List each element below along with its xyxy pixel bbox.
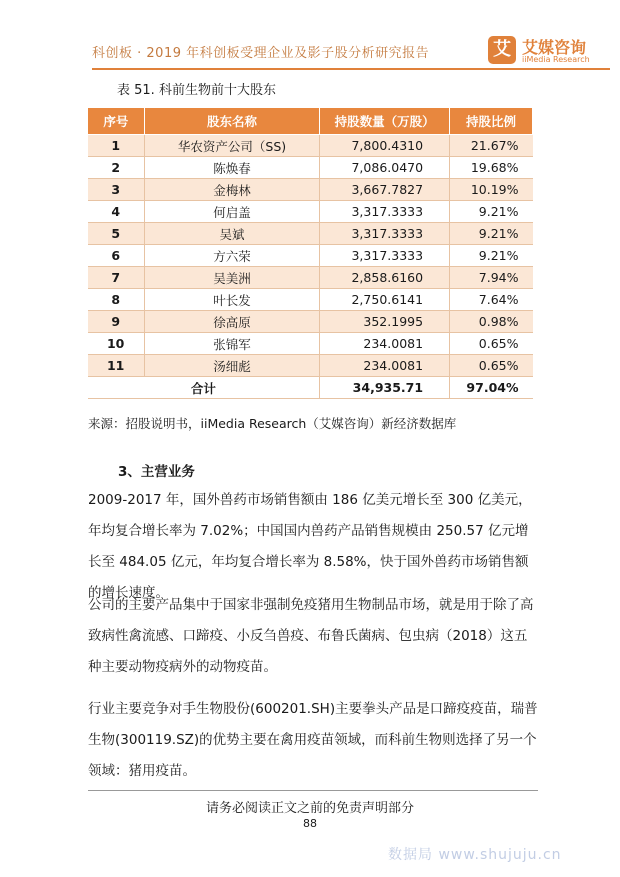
table-total-row (88, 377, 533, 399)
total-label: 合计 (88, 377, 320, 399)
cell-share-ratio: 7.94% (450, 267, 533, 289)
cell-share-ratio: 0.65% (450, 355, 533, 377)
total-share-ratio: 97.04% (450, 377, 533, 399)
table-row (88, 267, 533, 289)
report-title: 科创板 · 2019 年科创板受理企业及影子股分析研究报告 (92, 46, 430, 61)
cell-share-count: 3,317.3333 (320, 245, 450, 267)
header-holder-name: 股东名称 (144, 108, 319, 135)
page-number: 88 (303, 817, 317, 830)
table-row (88, 179, 533, 201)
cell-index: 9 (88, 311, 145, 333)
header-share-count: 持股数量（万股） (320, 108, 450, 135)
section-title: 3、主营业务 (118, 464, 195, 480)
cell-index: 11 (88, 355, 145, 377)
paragraph: 行业主要竞争对手生物股份(600201.SH)主要拳头产品是口蹄疫疫苗，瑞普生物(300119.SZ)的优势主要在禽用疫苗领域，而科前生物则选择了另一个领域：猪用疫苗。 (88, 701, 538, 779)
header-index: 序号 (88, 108, 145, 135)
logo-english-name: iiMedia Research (522, 55, 590, 64)
cell-holder-name: 陈焕春 (144, 157, 319, 179)
table-row (88, 223, 533, 245)
table-row (88, 201, 533, 223)
cell-index: 1 (88, 135, 145, 157)
cell-share-count: 2,858.6160 (320, 267, 450, 289)
cell-share-ratio: 0.65% (450, 333, 533, 355)
iimedia-logo (488, 36, 610, 70)
header-divider (92, 68, 610, 70)
watermark: 数据局 www.shujuju.cn (388, 847, 562, 863)
table-caption: 表 51. 科前生物前十大股东 (117, 83, 276, 98)
cell-holder-name: 吴斌 (144, 223, 319, 245)
disclaimer: 请务必阅读正文之前的免责声明部分 (205, 801, 414, 816)
table-row (88, 289, 533, 311)
cell-holder-name: 华农资产公司（SS) (144, 135, 319, 157)
cell-share-ratio: 9.21% (450, 223, 533, 245)
cell-holder-name: 徐高原 (144, 311, 319, 333)
cell-share-count: 3,667.7827 (320, 179, 450, 201)
cell-index: 7 (88, 267, 145, 289)
cell-share-count: 3,317.3333 (320, 201, 450, 223)
cell-index: 6 (88, 245, 145, 267)
table-row (88, 311, 533, 333)
cell-share-count: 7,086.0470 (320, 157, 450, 179)
cell-share-ratio: 21.67% (450, 135, 533, 157)
cell-index: 4 (88, 201, 145, 223)
cell-index: 8 (88, 289, 145, 311)
cell-holder-name: 汤细彪 (144, 355, 319, 377)
table-source: 来源：招股说明书，iiMedia Research（艾媒咨询）新经济数据库 (88, 416, 457, 431)
cell-share-count: 7,800.4310 (320, 135, 450, 157)
table-row (88, 135, 533, 157)
logo-chinese-name: 艾媒咨询 (522, 38, 587, 57)
cell-share-count: 3,317.3333 (320, 223, 450, 245)
total-share-count: 34,935.71 (320, 377, 450, 399)
cell-holder-name: 叶长发 (144, 289, 319, 311)
table-row (88, 333, 533, 355)
cell-share-count: 234.0081 (320, 355, 450, 377)
table-header-row (88, 108, 533, 135)
cell-share-ratio: 9.21% (450, 245, 533, 267)
table-row (88, 355, 533, 377)
cell-holder-name: 吴美洲 (144, 267, 319, 289)
cell-share-count: 352.1995 (320, 311, 450, 333)
shareholder-table (87, 107, 533, 399)
cell-share-ratio: 0.98% (450, 311, 533, 333)
cell-share-count: 234.0081 (320, 333, 450, 355)
cell-share-ratio: 7.64% (450, 289, 533, 311)
paragraph: 公司的主要产品集中于国家非强制免疫猪用生物制品市场，就是用于除了高致病性禽流感、口蹄疫、小反刍兽疫、布鲁氏菌病、包虫病（2018）这五种主要动物疫病外的动物疫苗。 (88, 597, 534, 675)
cell-share-ratio: 19.68% (450, 157, 533, 179)
table-row (88, 245, 533, 267)
cell-holder-name: 张锦军 (144, 333, 319, 355)
cell-holder-name: 方六荣 (144, 245, 319, 267)
header-share-ratio: 持股比例 (450, 108, 533, 135)
cell-index: 3 (88, 179, 145, 201)
page-header (0, 0, 620, 76)
cell-holder-name: 何启盖 (144, 201, 319, 223)
paragraph: 2009-2017 年，国外兽药市场销售额由 186 亿美元增长至 300 亿美元，年均复合增长率为 7.02%；中国国内兽药产品销售规模由 250.57 亿元增长至 484.05 亿元，年均复合增长率为 8.58%，快于国外兽药市场销售额的增长速度。 (88, 492, 532, 601)
logo-mark-icon: 艾 (488, 36, 516, 64)
footer-divider (88, 790, 538, 791)
table-row (88, 157, 533, 179)
cell-share-ratio: 10.19% (450, 179, 533, 201)
cell-holder-name: 金梅林 (144, 179, 319, 201)
cell-share-count: 2,750.6141 (320, 289, 450, 311)
cell-index: 5 (88, 223, 145, 245)
cell-index: 10 (88, 333, 145, 355)
cell-share-ratio: 9.21% (450, 201, 533, 223)
cell-index: 2 (88, 157, 145, 179)
